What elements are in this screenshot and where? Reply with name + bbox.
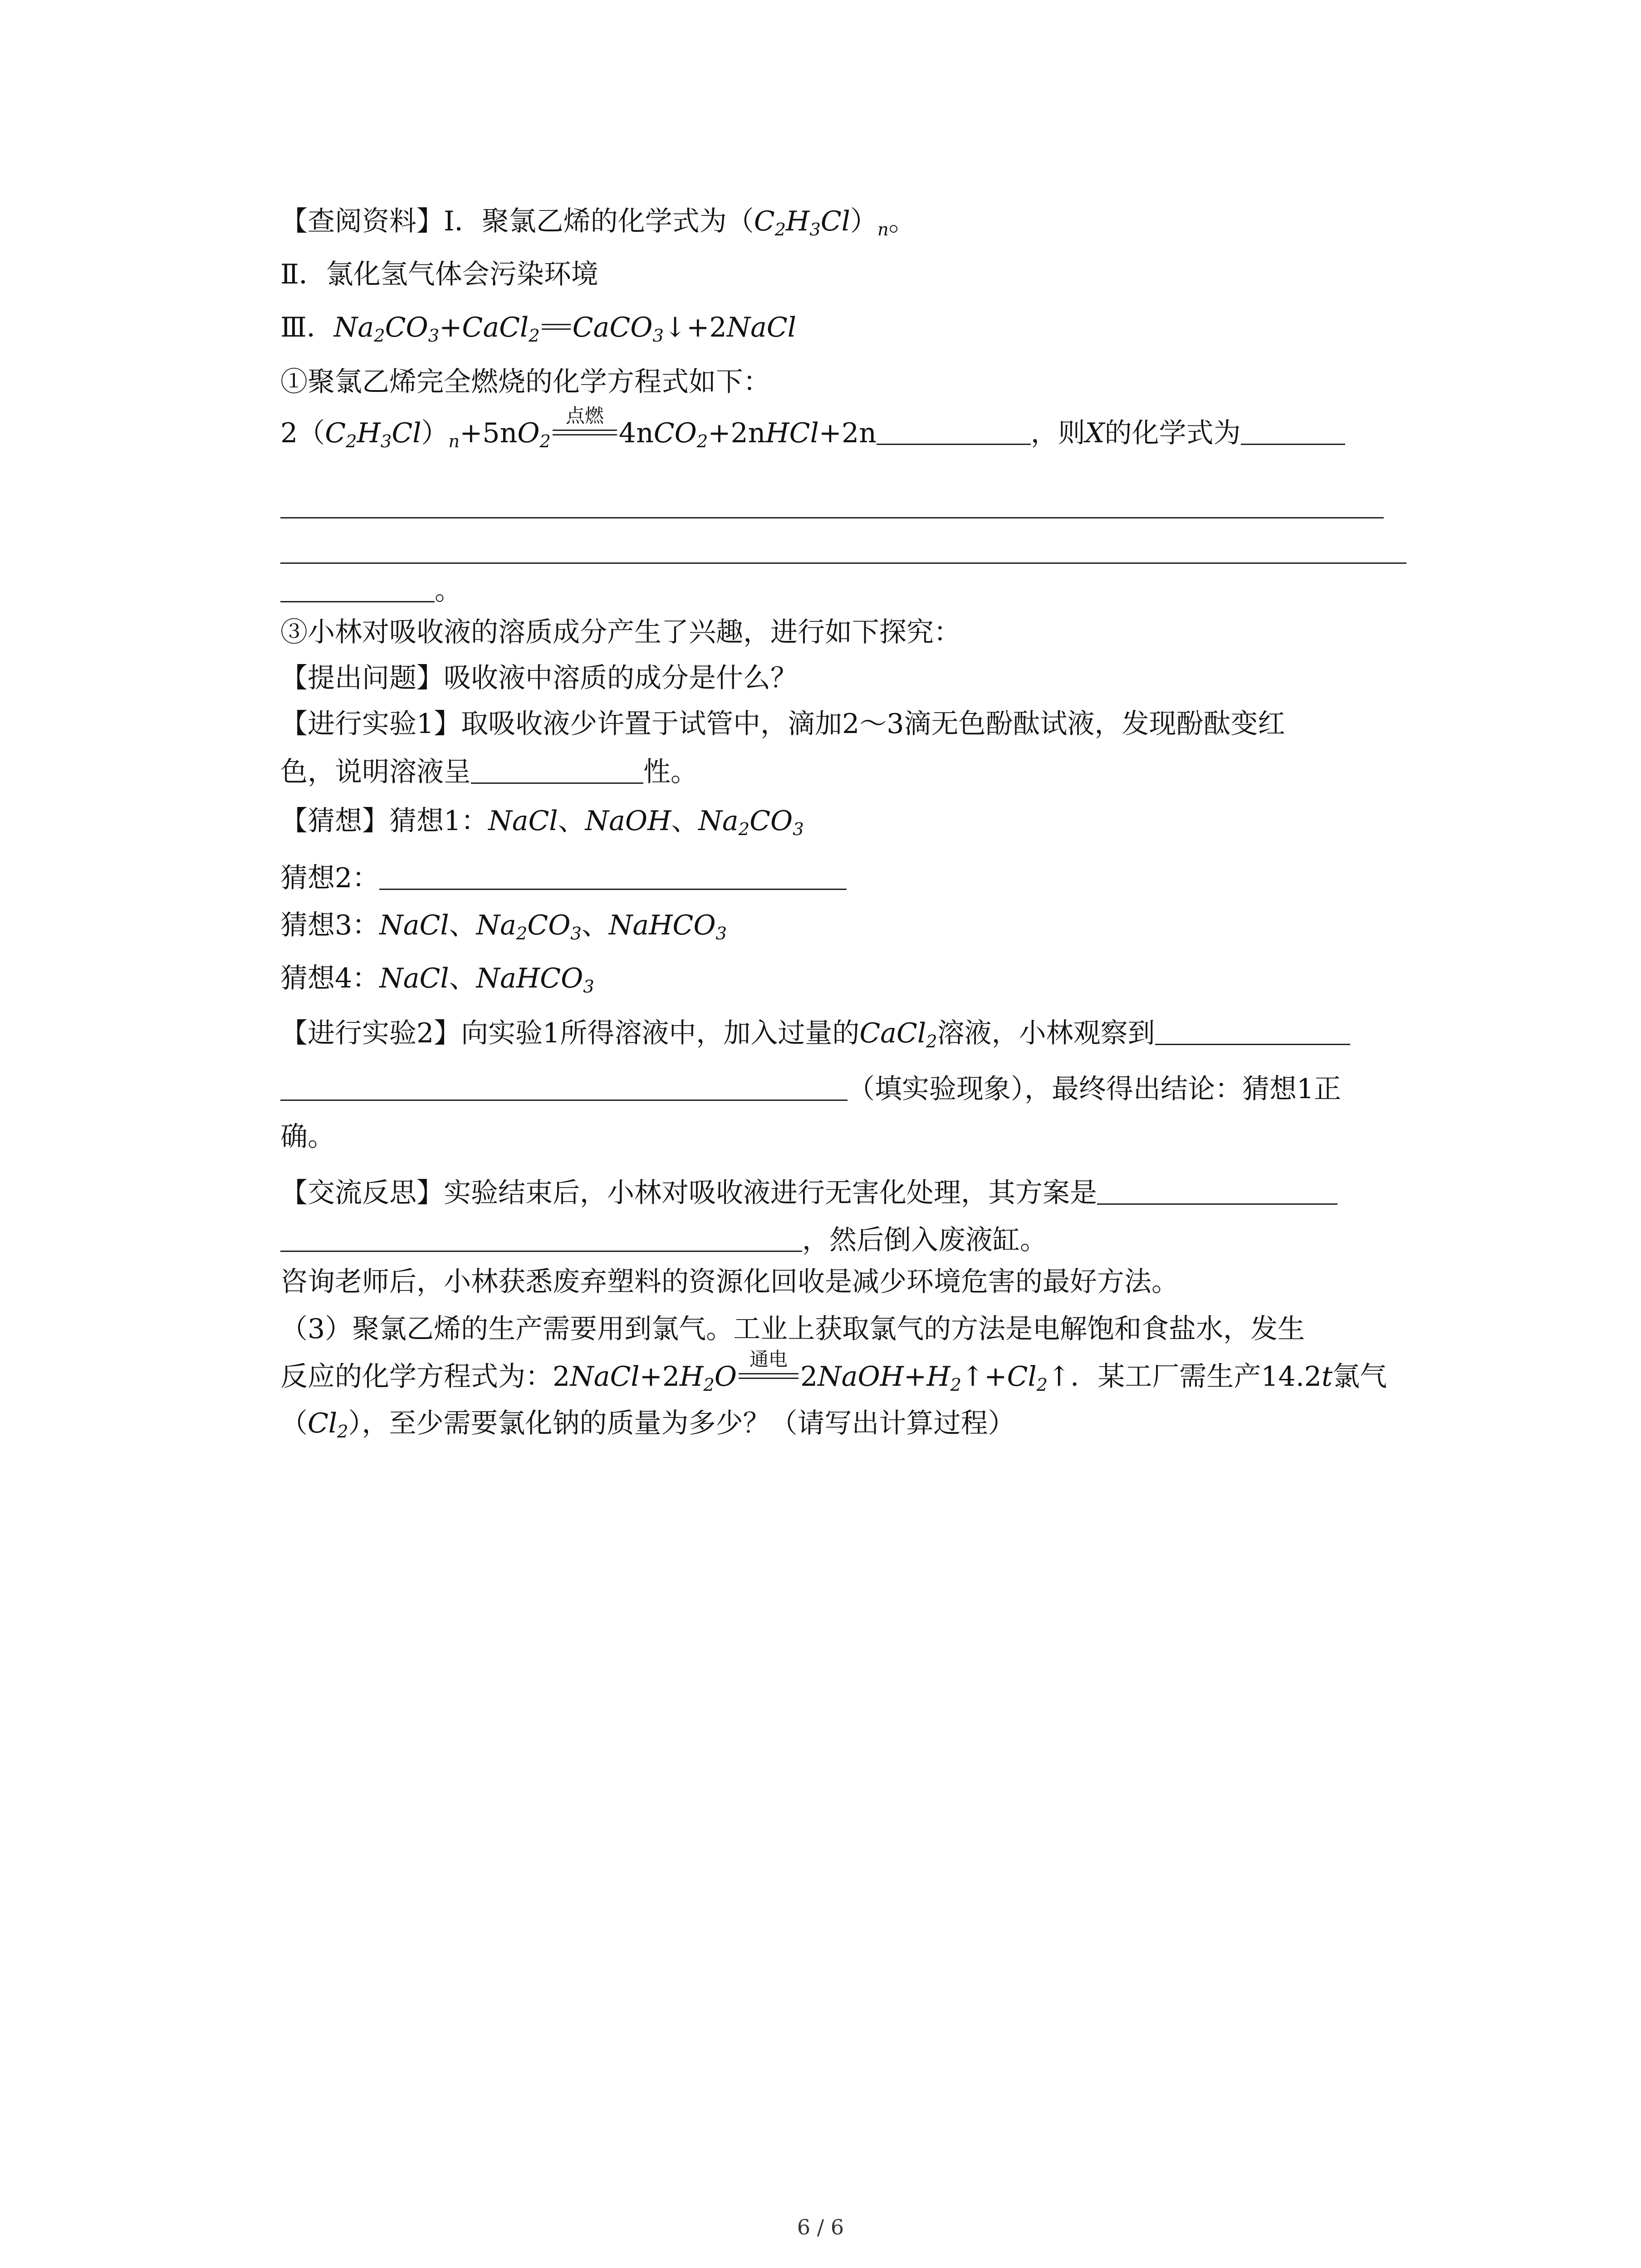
blank-observation-a[interactable]	[1155, 1018, 1350, 1045]
guess-1: 【猜想】猜想1：NaCl、NaOH、$Na_2CO_3$	[280, 805, 804, 840]
part-3-line-1: （3）聚氯乙烯的生产需要用到氯气。工业上获取氯气的方法是电解饱和食盐水，发生	[280, 1313, 1305, 1345]
reference-line-2: Ⅱ．氯化氢气体会污染环境	[280, 259, 598, 290]
reaction-condition-arrow: 点燃	[551, 419, 619, 444]
answer-line-2[interactable]	[280, 562, 1406, 564]
electrolysis-condition-arrow: 通电	[737, 1362, 800, 1388]
blank-answer-end[interactable]	[280, 576, 435, 602]
answer-line-3: 。	[280, 572, 462, 609]
guess-2: 猜想2：	[280, 860, 847, 896]
experiment-1-line-1: 【进行实验1】取吸收液少许置于试管中，滴加2～3滴无色酚酞试液，发现酚酞变红	[280, 708, 1285, 740]
experiment-2-line-3: 确。	[280, 1121, 335, 1153]
page-number: 6 / 6	[797, 2215, 844, 2239]
reflection-line-2: ，然后倒入废液缸。	[280, 1222, 1047, 1258]
raise-question: 【提出问题】吸收液中溶质的成分是什么？	[280, 662, 798, 694]
equals-sign-icon	[540, 313, 573, 338]
blank-observation-b[interactable]	[280, 1074, 847, 1101]
blank-guess-2[interactable]	[379, 863, 847, 890]
consult-teacher: 咨询老师后，小林获悉废弃塑料的资源化回收是减少环境危害的最好方法。	[280, 1266, 1179, 1298]
blank-x-answer[interactable]	[1241, 418, 1345, 445]
experiment-2-line-2: （填实验现象），最终得出结论：猜想1正	[280, 1071, 1341, 1107]
part-3-line-3: $(Cl_2)$，至少需要氯化钠的质量为多少？（请写出计算过程）	[280, 1408, 1015, 1442]
guess-4: 猜想4：NaCl、NaHCO$_3$	[280, 963, 594, 997]
blank-solution-nature[interactable]	[471, 757, 643, 784]
blank-treatment-a[interactable]	[1097, 1178, 1337, 1205]
reference-line-1: 【查阅资料】Ⅰ．聚氯乙烯的化学式为$(C_2H_3Cl)_n$。	[280, 205, 916, 240]
answer-line-1[interactable]	[280, 517, 1384, 518]
combustion-equation: $2(C_2H_3Cl)_n+5nO_2$ 点燃 4nCO$_2$+2nHCl+2n ，则X的化学式为	[280, 415, 1345, 451]
guess-3: 猜想3：NaCl、$Na_2CO_3$、NaHCO$_3$	[280, 909, 727, 944]
experiment-1-line-2: 色，说明溶液呈 性。	[280, 756, 698, 788]
part-3-line-2: 反应的化学方程式为：$2NaCl+2H_2O$ 通电 $2NaOH+H_2↑+Cl_2↑$．某工厂需生产14.2t氯气	[280, 1348, 1387, 1395]
question-1-intro: ①聚氯乙烯完全燃烧的化学方程式如下：	[280, 366, 770, 398]
question-3-intro: ③小林对吸收液的溶质成分产生了兴趣，进行如下探究：	[280, 616, 961, 648]
reference-line-3: Ⅲ．$Na_2CO_3+CaCl_2$ CaCO$_3$↓+2NaCl	[280, 312, 796, 346]
blank-x-formula[interactable]	[877, 418, 1031, 445]
reflection-line-1: 【交流反思】实验结束后，小林对吸收液进行无害化处理，其方案是	[280, 1175, 1337, 1211]
blank-treatment-b[interactable]	[280, 1225, 802, 1252]
experiment-2-line-1: 【进行实验2】向实验1所得溶液中，加入过量的CaCl$_2$溶液，小林观察到	[280, 1015, 1350, 1051]
